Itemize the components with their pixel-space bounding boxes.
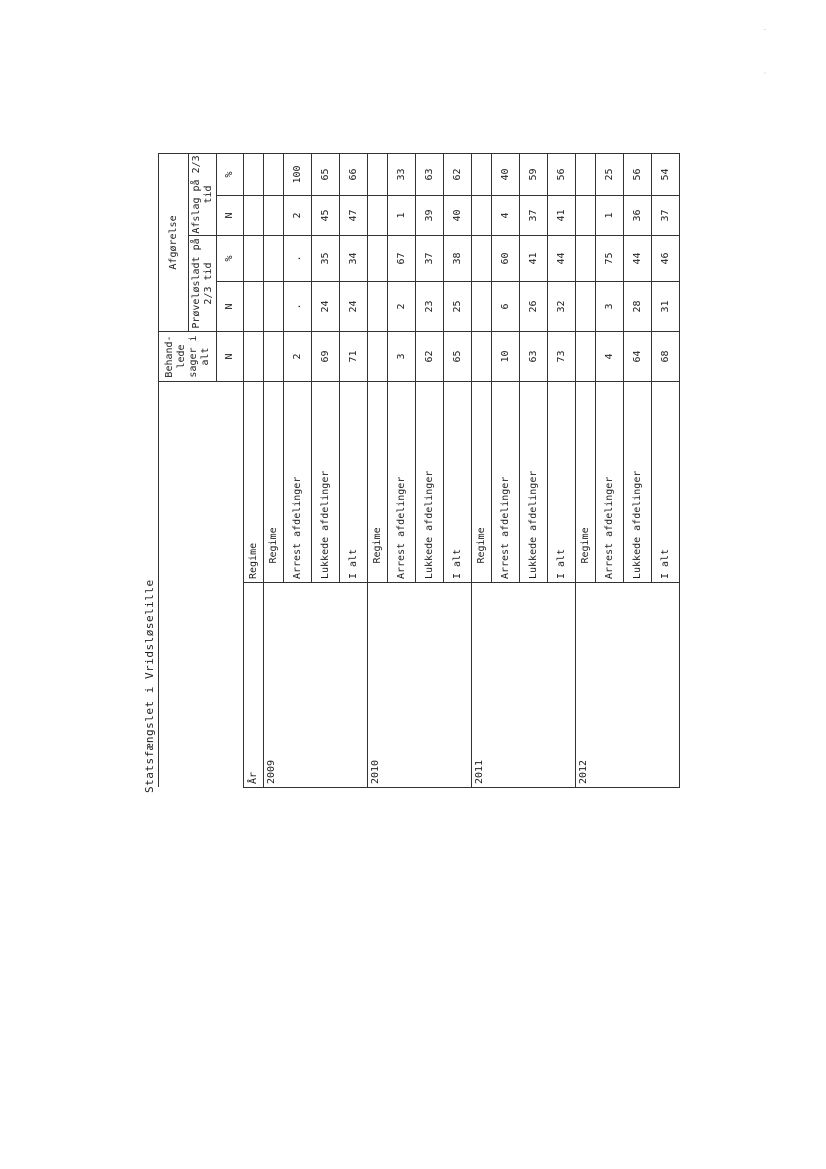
value-cell-a-pct <box>472 154 492 196</box>
value-cell-a-pct: 56 <box>548 154 576 196</box>
year-cell: 2010 <box>368 583 472 788</box>
value-cell-a-n: 45 <box>312 196 340 236</box>
row-label: I alt <box>444 382 472 583</box>
header-pct: % <box>217 236 244 282</box>
aar-regime-row <box>244 154 264 788</box>
row-label: I alt <box>548 382 576 583</box>
value-cell-n: 64 <box>624 332 652 382</box>
statistics-table <box>158 153 680 788</box>
value-cell-p-n <box>264 282 284 332</box>
value-cell-p-n: 24 <box>312 282 340 332</box>
value-cell-n <box>264 332 284 382</box>
value-cell-p-pct: 38 <box>444 236 472 282</box>
table-row <box>576 154 596 788</box>
value-cell-n: 73 <box>548 332 576 382</box>
value-cell-p-pct: . <box>284 236 312 282</box>
scan-speck: · <box>763 70 767 77</box>
year-cell: 2009 <box>264 583 368 788</box>
value-cell-p-n: 32 <box>548 282 576 332</box>
value-cell-a-n: 41 <box>548 196 576 236</box>
year-cell: 2012 <box>576 583 680 788</box>
value-cell-a-pct: 56 <box>624 154 652 196</box>
value-cell-p-pct: 46 <box>652 236 680 282</box>
rotated-page <box>143 128 693 793</box>
value-cell-a-n: 2 <box>284 196 312 236</box>
value-cell-p-pct: 37 <box>416 236 444 282</box>
value-cell-n: 71 <box>340 332 368 382</box>
value-cell-n <box>576 332 596 382</box>
indent-cell <box>576 567 596 583</box>
year-cell: 2011 <box>472 583 576 788</box>
value-cell-p-n: 2 <box>388 282 416 332</box>
value-cell-a-pct: 59 <box>520 154 548 196</box>
value-cell-a-pct: 62 <box>444 154 472 196</box>
value-cell-n: 65 <box>444 332 472 382</box>
row-label: Arrest afdelinger <box>388 382 416 583</box>
row-label: Regime <box>472 382 492 567</box>
value-cell-a-n: 39 <box>416 196 444 236</box>
indent-cell <box>472 567 492 583</box>
value-cell-p-n: 23 <box>416 282 444 332</box>
value-cell-a-pct: 40 <box>492 154 520 196</box>
header-blank-cell <box>159 382 244 788</box>
value-cell-p-pct: 60 <box>492 236 520 282</box>
value-cell-a-n: 4 <box>492 196 520 236</box>
row-label: Lukkede afdelinger <box>520 382 548 583</box>
row-label: Arrest afdelinger <box>596 382 624 583</box>
value-cell-n: 63 <box>520 332 548 382</box>
value-cell-p-pct: 35 <box>312 236 340 282</box>
value-cell-a-pct: 33 <box>388 154 416 196</box>
value-cell-p-n: 28 <box>624 282 652 332</box>
row-label: Arrest afdelinger <box>492 382 520 583</box>
value-cell-p-n: . <box>284 282 312 332</box>
row-label: Lukkede afdelinger <box>624 382 652 583</box>
value-cell-a-n <box>264 196 284 236</box>
value-cell-p-pct: 67 <box>388 236 416 282</box>
header-afgoerelse: Afgørelse <box>159 154 189 332</box>
value-cell-a-n: 1 <box>388 196 416 236</box>
value-cell-n: 68 <box>652 332 680 382</box>
value-cell-n: 3 <box>388 332 416 382</box>
value-cell-p-pct: 44 <box>624 236 652 282</box>
aar-label: År <box>244 583 264 788</box>
value-cell-p-n <box>576 282 596 332</box>
value-cell-a-pct <box>368 154 388 196</box>
value-cell-p-pct: 34 <box>340 236 368 282</box>
table-row <box>264 154 284 788</box>
value-cell-a-n: 47 <box>340 196 368 236</box>
indent-cell <box>264 567 284 583</box>
scan-speck: - <box>763 26 767 33</box>
header-n: N <box>217 282 244 332</box>
value-cell-a-n: 37 <box>520 196 548 236</box>
value-cell-a-pct <box>264 154 284 196</box>
row-label: Lukkede afdelinger <box>416 382 444 583</box>
header-n: N <box>217 196 244 236</box>
value-cell-p-n: 26 <box>520 282 548 332</box>
value-cell-a-n <box>576 196 596 236</box>
header-row-1 <box>159 154 189 788</box>
value-cell-p-n: 3 <box>596 282 624 332</box>
value-cell-a-n: 36 <box>624 196 652 236</box>
value-cell-a-n <box>472 196 492 236</box>
value-cell-p-n <box>472 282 492 332</box>
value-cell-n: 69 <box>312 332 340 382</box>
header-n: N <box>217 332 244 382</box>
header-behandlede: Behand- lede sager i alt <box>159 332 217 382</box>
value-cell-p-n: 25 <box>444 282 472 332</box>
regime-label: Regime <box>244 382 264 583</box>
row-label: Regime <box>576 382 596 567</box>
table-row <box>368 154 388 788</box>
value-cell-a-n: 1 <box>596 196 624 236</box>
row-label: I alt <box>652 382 680 583</box>
header-proeveloesladt: Prøveløsladt på 2/3 tid <box>189 236 217 332</box>
row-label: Lukkede afdelinger <box>312 382 340 583</box>
value-cell-p-n: 31 <box>652 282 680 332</box>
header-afslag: Afslag på 2/3 tid <box>189 154 217 236</box>
indent-cell <box>368 567 388 583</box>
value-cell-a-pct: 63 <box>416 154 444 196</box>
value-cell-n <box>472 332 492 382</box>
value-cell-p-pct <box>264 236 284 282</box>
value-cell-n: 10 <box>492 332 520 382</box>
value-cell-n <box>368 332 388 382</box>
row-label: Arrest afdelinger <box>284 382 312 583</box>
value-cell-a-pct: 66 <box>340 154 368 196</box>
value-cell-n: 4 <box>596 332 624 382</box>
value-cell-p-pct <box>472 236 492 282</box>
value-cell-p-pct: 75 <box>596 236 624 282</box>
value-cell-p-pct: 41 <box>520 236 548 282</box>
value-cell-n: 2 <box>284 332 312 382</box>
value-cell-p-pct <box>576 236 596 282</box>
document-title: Statsfængslet i Vridsløselille <box>143 579 156 793</box>
value-cell-p-pct <box>368 236 388 282</box>
value-cell-a-pct: 25 <box>596 154 624 196</box>
value-cell-p-n: 24 <box>340 282 368 332</box>
value-cell-p-pct: 44 <box>548 236 576 282</box>
row-label: I alt <box>340 382 368 583</box>
value-cell-a-n: 40 <box>444 196 472 236</box>
table-row <box>472 154 492 788</box>
value-cell-a-n <box>368 196 388 236</box>
value-cell-a-pct: 65 <box>312 154 340 196</box>
row-label: Regime <box>264 382 284 567</box>
value-cell-a-pct: 100 <box>284 154 312 196</box>
value-cell-n: 62 <box>416 332 444 382</box>
value-cell-a-pct: 54 <box>652 154 680 196</box>
header-pct: % <box>217 154 244 196</box>
value-cell-a-pct <box>576 154 596 196</box>
value-cell-p-n <box>368 282 388 332</box>
value-cell-p-n: 6 <box>492 282 520 332</box>
value-cell-a-n: 37 <box>652 196 680 236</box>
row-label: Regime <box>368 382 388 567</box>
